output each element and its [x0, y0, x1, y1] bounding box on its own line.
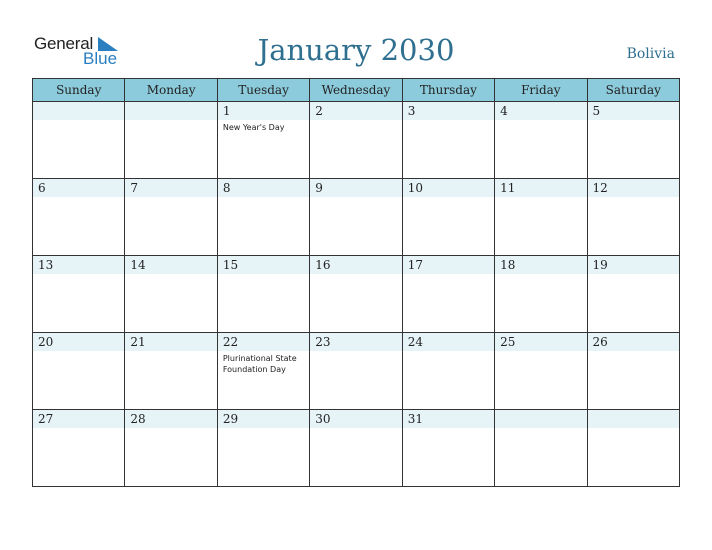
day-number: 5: [588, 102, 679, 120]
day-number: [33, 102, 124, 120]
day-cell: [310, 179, 402, 256]
day-cell: [33, 102, 125, 179]
week-row: [33, 333, 680, 410]
day-cell: [125, 256, 217, 333]
weekday-header: Wednesday: [310, 79, 402, 102]
day-number: 29: [218, 410, 309, 428]
day-number: 31: [403, 410, 494, 428]
day-number: 28: [125, 410, 216, 428]
day-number: 1: [218, 102, 309, 120]
week-row: [33, 410, 680, 487]
day-cell: [495, 179, 587, 256]
week-row: [33, 256, 680, 333]
day-number: [495, 410, 586, 428]
day-cell: [33, 179, 125, 256]
day-cell: [402, 102, 494, 179]
day-cell: [310, 102, 402, 179]
calendar-title: January 2030: [257, 33, 455, 67]
day-number: 17: [403, 256, 494, 274]
day-cell: [125, 333, 217, 410]
day-number: 27: [33, 410, 124, 428]
day-number: 7: [125, 179, 216, 197]
day-number: 20: [33, 333, 124, 351]
day-number: 26: [588, 333, 679, 351]
day-cell: [402, 179, 494, 256]
day-cell: [587, 102, 679, 179]
weekday-header-row: [33, 79, 680, 102]
country-label: Bolivia: [626, 46, 675, 62]
day-number: 12: [588, 179, 679, 197]
holiday-label: New Year's Day: [222, 123, 285, 132]
day-cell: [217, 410, 309, 487]
day-number: 23: [310, 333, 401, 351]
day-cell: [587, 410, 679, 487]
day-cell: [33, 333, 125, 410]
day-cell: [495, 333, 587, 410]
day-cell: [125, 179, 217, 256]
weekday-header: Sunday: [33, 79, 125, 102]
weekday-header: Thursday: [402, 79, 494, 102]
day-cell: [125, 102, 217, 179]
day-number: 14: [125, 256, 216, 274]
day-number: 22: [218, 333, 309, 351]
day-cell: [402, 410, 494, 487]
day-number: 25: [495, 333, 586, 351]
day-cell: [33, 256, 125, 333]
day-number: 9: [310, 179, 401, 197]
day-cell: [587, 256, 679, 333]
calendar-grid: [32, 78, 680, 487]
day-number: 8: [218, 179, 309, 197]
day-cell: [217, 256, 309, 333]
day-cell: [402, 333, 494, 410]
logo-text-blue: Blue: [83, 49, 118, 68]
day-cell: [310, 333, 402, 410]
weekday-header: Friday: [495, 79, 587, 102]
week-row: [33, 102, 680, 179]
day-cell: [310, 256, 402, 333]
weekday-header: Saturday: [587, 79, 679, 102]
day-number: 11: [495, 179, 586, 197]
day-number: 13: [33, 256, 124, 274]
day-number: 19: [588, 256, 679, 274]
day-number: 18: [495, 256, 586, 274]
day-number: 6: [33, 179, 124, 197]
day-number: 2: [310, 102, 401, 120]
day-number: 10: [403, 179, 494, 197]
day-number: 30: [310, 410, 401, 428]
day-number: [125, 102, 216, 120]
weekday-header: Monday: [125, 79, 217, 102]
day-cell: [402, 256, 494, 333]
day-cell: [125, 410, 217, 487]
day-number: 21: [125, 333, 216, 351]
logo-text-general: General: [34, 34, 94, 53]
week-row: [33, 179, 680, 256]
day-cell: [217, 333, 309, 410]
day-cell: [495, 256, 587, 333]
day-cell: [495, 102, 587, 179]
weekday-header: Tuesday: [217, 79, 309, 102]
holiday-label: Plurinational State Foundation Day: [222, 354, 297, 374]
day-cell: [217, 179, 309, 256]
day-cell: [310, 410, 402, 487]
day-number: 4: [495, 102, 586, 120]
day-cell: [33, 410, 125, 487]
day-number: 24: [403, 333, 494, 351]
day-number: 16: [310, 256, 401, 274]
day-number: 3: [403, 102, 494, 120]
day-cell: [587, 179, 679, 256]
day-number: 15: [218, 256, 309, 274]
day-number: [588, 410, 679, 428]
day-cell: [217, 102, 309, 179]
day-cell: [495, 410, 587, 487]
day-cell: [587, 333, 679, 410]
